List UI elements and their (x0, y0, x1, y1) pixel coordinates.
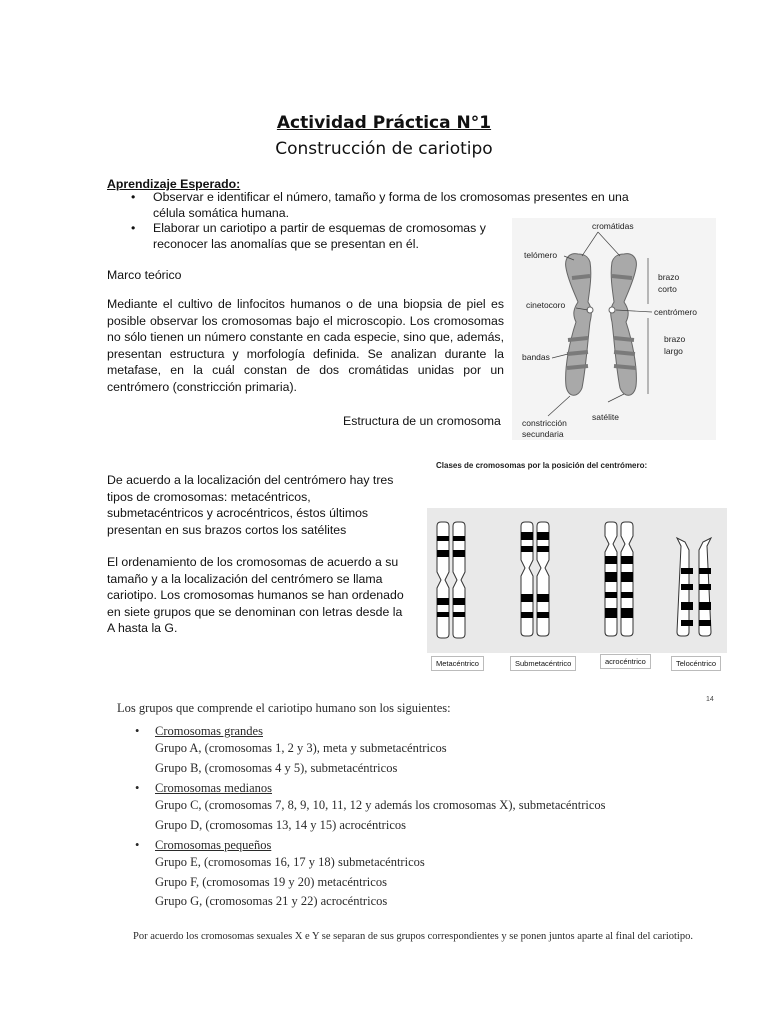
theory-heading: Marco teórico (107, 268, 182, 282)
label-brazo-corto-1: brazo (658, 272, 680, 282)
class-label-submetacentric: Submetacéntrico (510, 656, 576, 671)
learning-item: • Observar e identificar el número, tamaño y forma de los cromosomas presentes en una célula somática humana. (107, 190, 652, 221)
centromere-classes-figure (427, 508, 727, 653)
label-satelite: satélite (592, 412, 619, 422)
label-cinetocoro: cinetocoro (526, 300, 566, 310)
theory-paragraph-2: De acuerdo a la localización del centrómero hay tres tipos de cromosomas: metacéntricos, submetacéntricos y acrocéntricos, éstos últimos presentan en sus brazos cortos los satélites (107, 473, 394, 537)
sex-chromosomes-note: Por acuerdo los cromosomas sexuales X e Y se separan de sus grupos correspondientes y se ponen juntos aparte al final del cariotipo. (133, 930, 693, 942)
page-subtitle: Construcción de cariotipo (275, 139, 493, 159)
label-brazo-corto-2: corto (658, 284, 677, 294)
group-item: Grupo C, (cromosomas 7, 8, 9, 10, 11, 12 y además los cromosomas X), submetacéntricos (155, 798, 606, 812)
group-item: Grupo A, (cromosomas 1, 2 y 3), meta y submetacéntricos (155, 741, 447, 755)
groups-intro: Los grupos que comprende el cariotipo humano son los siguientes: (117, 701, 451, 715)
category-large: • Cromosomas grandes (117, 724, 717, 739)
category-medium: • Cromosomas medianos (117, 781, 717, 796)
learning-heading: Aprendizaje Esperado: (107, 177, 241, 191)
group-item: Grupo E, (cromosomas 16, 17 y 18) submetacéntricos (155, 855, 425, 869)
label-telomero: telómero (524, 250, 558, 260)
group-item: Grupo G, (cromosomas 21 y 22) acrocéntricos (155, 894, 388, 908)
learning-item: • Elaborar un cariotipo a partir de esquemas de cromosomas y reconocer las anomalías que se presentan en él. (107, 221, 493, 252)
label-constriccion-1: constricción (522, 418, 567, 428)
centromere-classes-svg (427, 508, 727, 653)
label-constriccion-2: secundaria (522, 429, 564, 439)
group-item: Grupo B, (cromosomas 4 y 5), submetacéntricos (155, 760, 398, 775)
chromosome-structure-figure (512, 218, 716, 440)
page-number: 14 (706, 696, 714, 703)
classes-figure-title: Clases de cromosomas por la posición del centrómero: (436, 461, 648, 470)
group-item: Grupo D, (cromosomas 13, 14 y 15) acrocéntricos (155, 817, 406, 832)
label-brazo-largo-1: brazo (664, 334, 686, 344)
group-item: Grupo F, (cromosomas 19 y 20) metacéntricos (155, 874, 387, 889)
class-label-acrocentric: acrocéntrico (600, 654, 651, 669)
page-title: Actividad Práctica N°1 (276, 113, 492, 133)
figure-caption: Estructura de un cromosoma (343, 414, 501, 428)
class-label-telocentric: Telocéntrico (671, 656, 721, 671)
chromosome-structure-svg (512, 218, 716, 440)
label-cromatidas: cromátidas (592, 221, 634, 231)
class-label-metacentric: Metacéntrico (431, 656, 484, 671)
label-bandas: bandas (522, 352, 550, 362)
theory-paragraph-1: Mediante el cultivo de linfocitos humanos o de una biopsia de piel es posible observar los cromosomas bajo el microscopio. Los cromosomas no sólo tienen un número constante en cada especie, sino que, además, presentan estructura y morfología definida. Se analizan durante la metafase, en la cuál constan de dos cromátidas unidas por un centrómero (constricción primaria). (107, 297, 504, 394)
category-small: • Cromosomas pequeños (117, 838, 717, 853)
karyotype-groups-section (117, 701, 717, 945)
label-centromero: centrómero (654, 307, 697, 317)
theory-paragraph-3: El ordenamiento de los cromosomas de acuerdo a su tamaño y a la localización del centrómero se llama cariotipo. Los cromosomas humanos se han ordenado en siete grupos que se denominan con letras desde la A hasta la G. (107, 555, 404, 635)
label-brazo-largo-2: largo (664, 346, 683, 356)
